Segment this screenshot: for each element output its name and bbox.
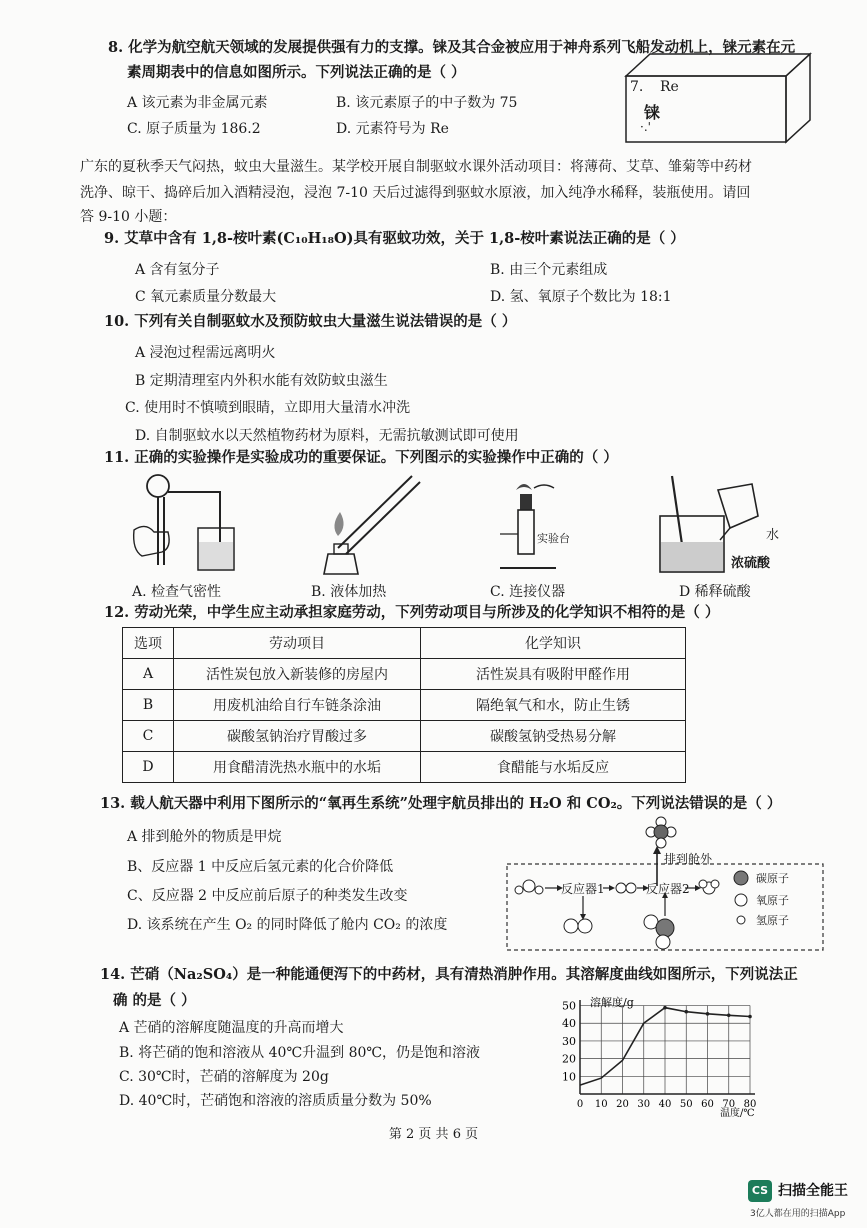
chart-y-tick-label: 40 [562, 1017, 576, 1031]
q11-label-stand: 实验台 [537, 532, 570, 545]
camscanner-title: 扫描全能王 [778, 1183, 848, 1199]
q11-option-b: B. 液体加热 [311, 584, 387, 600]
chart-y-tick-label: 20 [562, 1052, 576, 1066]
table-cell-option: C [123, 721, 174, 752]
connect-apparatus-figure [496, 474, 576, 578]
chart-x-tick-label: 60 [701, 1099, 714, 1110]
legend-hydrogen: 氢原子 [756, 914, 789, 927]
table-row [123, 721, 686, 752]
table-header-knowledge: 化学知识 [421, 628, 686, 659]
q14-option-d: D. 40℃时，芒硝饱和溶液的溶质质量分数为 50% [119, 1093, 432, 1109]
table-cell-option: B [123, 690, 174, 721]
element-symbol: Re [660, 79, 679, 95]
table-cell-knowledge: 食醋能与水垢反应 [421, 752, 686, 783]
passage-line2: 洗净、晾干、捣碎后加入酒精浸泡，浸泡 7-10 天后过滤得到驱蚊水原液，加入纯净水稀释，装瓶使用。请回 [80, 185, 751, 201]
table-row [123, 659, 686, 690]
passage-line1: 广东的夏秋季天气闷热，蚊虫大量滋生。某学校开展自制驱蚊水课外活动项目：将薄荷、艾草、雏菊等中药材 [80, 159, 752, 175]
table-header-row [123, 628, 686, 659]
q9-option-c: C 氧元素质量分数最大 [135, 289, 277, 305]
table-header-option: 选项 [123, 628, 174, 659]
q8-stem-line2: 素周期表中的信息如图所示。下列说法正确的是（ ） [127, 64, 466, 81]
airtightness-check-figure [128, 470, 238, 578]
table-cell-project: 用食醋清洗热水瓶中的水垢 [174, 752, 421, 783]
passage-line3: 答 9-10 小题： [80, 209, 177, 225]
exhaust-label: 排到舱外 [664, 852, 713, 866]
chart-point [706, 1012, 710, 1016]
element-atomic-number: 7. [630, 79, 644, 95]
q14-option-b: B. 将芒硝的饱和溶液从 40℃升温到 80℃，仍是饱和溶液 [119, 1045, 481, 1061]
table-cell-project: 用废机油给自行车链条涂油 [174, 690, 421, 721]
q9-option-d: D. 氢、氧原子个数比为 18:1 [490, 289, 672, 305]
table-cell-knowledge: 隔绝氧气和水，防止生锈 [421, 690, 686, 721]
q8-option-c: C. 原子质量为 186.2 [127, 121, 261, 137]
q11-label-water: 水 [766, 528, 780, 543]
q14-option-c: C. 30℃时，芒硝的溶解度为 20g [119, 1069, 329, 1085]
q11-label-acid: 浓硫酸 [731, 556, 771, 571]
q8-option-b: B. 该元素原子的中子数为 75 [336, 95, 518, 111]
q13-option-c: C、反应器 2 中反应前后原子的种类发生改变 [127, 888, 408, 904]
q11-option-d: D 稀释硫酸 [679, 584, 751, 600]
q9-option-a: A 含有氢分子 [135, 262, 220, 278]
table-cell-option: A [123, 659, 174, 690]
chart-y-tick-label: 10 [562, 1070, 576, 1084]
q11-option-a: A. 检查气密性 [132, 584, 222, 600]
camscanner-logo: CS [748, 1180, 772, 1202]
table-row [123, 752, 686, 783]
table-row [123, 690, 686, 721]
q13-option-b: B、反应器 1 中反应后氢元素的化合价降低 [127, 859, 394, 875]
reactor2-label: 反应器2 [646, 882, 690, 896]
page-footer: 第 2 页 共 6 页 [388, 1127, 479, 1142]
camscanner-subtitle: 3亿人都在用的扫描App [750, 1209, 846, 1219]
chart-point [727, 1013, 731, 1017]
table-cell-project: 活性炭包放入新装修的房屋内 [174, 659, 421, 690]
q10-option-a: A 浸泡过程需远离明火 [135, 345, 276, 361]
table-cell-project: 碳酸氢钠治疗胃酸过多 [174, 721, 421, 752]
chart-x-tick-label: 0 [576, 1099, 584, 1110]
chart-x-tick-label: 30 [637, 1099, 651, 1110]
labor-knowledge-table [122, 627, 686, 783]
q14-stem-line2: 确 的是（ ） [113, 992, 196, 1009]
chart-x-tick-label: 70 [722, 1099, 736, 1110]
q12-stem: 12. 劳动光荣，中学生应主动承担家庭劳动，下列劳动项目与所涉及的化学知识不相符的是（ ） [104, 604, 720, 621]
q10-option-b: B 定期清理室内外积水能有效防蚊虫滋生 [135, 373, 388, 389]
element-mass: ·.' [640, 120, 651, 134]
q10-stem: 10. 下列有关自制驱蚊水及预防蚊虫大量滋生说法错误的是（ ） [104, 313, 517, 330]
chart-grid [580, 1006, 750, 1094]
chart-point [748, 1015, 752, 1019]
q14-stem-line1: 14. 芒硝（Na₂SO₄）是一种能通便泻下的中药材，具有清热消肿作用。其溶解度曲线如图所示，下列说法正 [100, 966, 798, 983]
chart-y-tick-label: 50 [562, 999, 576, 1013]
q8-option-d: D. 元素符号为 Re [336, 121, 449, 137]
table-cell-option: D [123, 752, 174, 783]
q10-option-d: D. 自制驱蚊水以天然植物药材为原料，无需抗敏测试即可使用 [135, 428, 519, 444]
q13-option-d: D. 该系统在产生 O₂ 的同时降低了舱内 CO₂ 的浓度 [127, 917, 448, 933]
chart-x-tick-label: 10 [594, 1099, 608, 1110]
chart-x-tick-label: 40 [658, 1099, 672, 1110]
legend-carbon: 碳原子 [756, 872, 789, 885]
chart-point [684, 1010, 688, 1014]
chart-x-tick-label: 20 [616, 1099, 629, 1110]
q14-option-a: A 芒硝的溶解度随温度的升高而增大 [119, 1020, 344, 1036]
q8-stem-line1: 8. 化学为航空航天领域的发展提供强有力的支撑。铼及其合金被应用于神舟系列飞船发动机上，铼元素在元 [108, 39, 796, 56]
q10-option-c: C. 使用时不慎喷到眼睛，立即用大量清水冲洗 [125, 400, 411, 416]
chart-point [663, 1006, 667, 1010]
q13-option-a: A 排到舱外的物质是甲烷 [127, 829, 282, 845]
periodic-element-cell [620, 52, 812, 144]
legend-oxygen: 氧原子 [756, 894, 789, 907]
table-cell-knowledge: 碳酸氢钠受热易分解 [421, 721, 686, 752]
table-header-project: 劳动项目 [174, 628, 421, 659]
q11-stem: 11. 正确的实验操作是实验成功的重要保证。下列图示的实验操作中正确的（ ） [104, 449, 618, 466]
q11-option-c: C. 连接仪器 [490, 584, 566, 600]
q13-stem: 13. 载人航天器中利用下图所示的“氧再生系统”处理宇航员排出的 H₂O 和 CO₂。下列说法错误的是（ ） [100, 795, 782, 812]
chart-x-tick-label: 80 [743, 1099, 757, 1110]
q9-option-b: B. 由三个元素组成 [490, 262, 608, 278]
q9-stem: 9. 艾草中含有 1,8-桉叶素(C₁₀H₁₈O)具有驱蚊功效，关于 1,8-桉叶素说法正确的是（ ） [104, 230, 685, 247]
chart-x-label: 温度/℃ [720, 1108, 755, 1119]
q8-option-a: A 该元素为非金属元素 [127, 95, 268, 111]
chart-x-tick-label: 50 [679, 1099, 693, 1110]
table-cell-knowledge: 活性炭具有吸附甲醛作用 [421, 659, 686, 690]
chart-y-label: 溶解度/g [590, 996, 634, 1009]
element-name: 铼 [644, 103, 661, 122]
chart-y-tick-label: 30 [562, 1034, 576, 1048]
reactor1-label: 反应器1 [561, 882, 605, 896]
solubility-chart [540, 994, 770, 1122]
liquid-heating-figure [320, 470, 430, 578]
chart-y-ticks [562, 1000, 576, 1084]
